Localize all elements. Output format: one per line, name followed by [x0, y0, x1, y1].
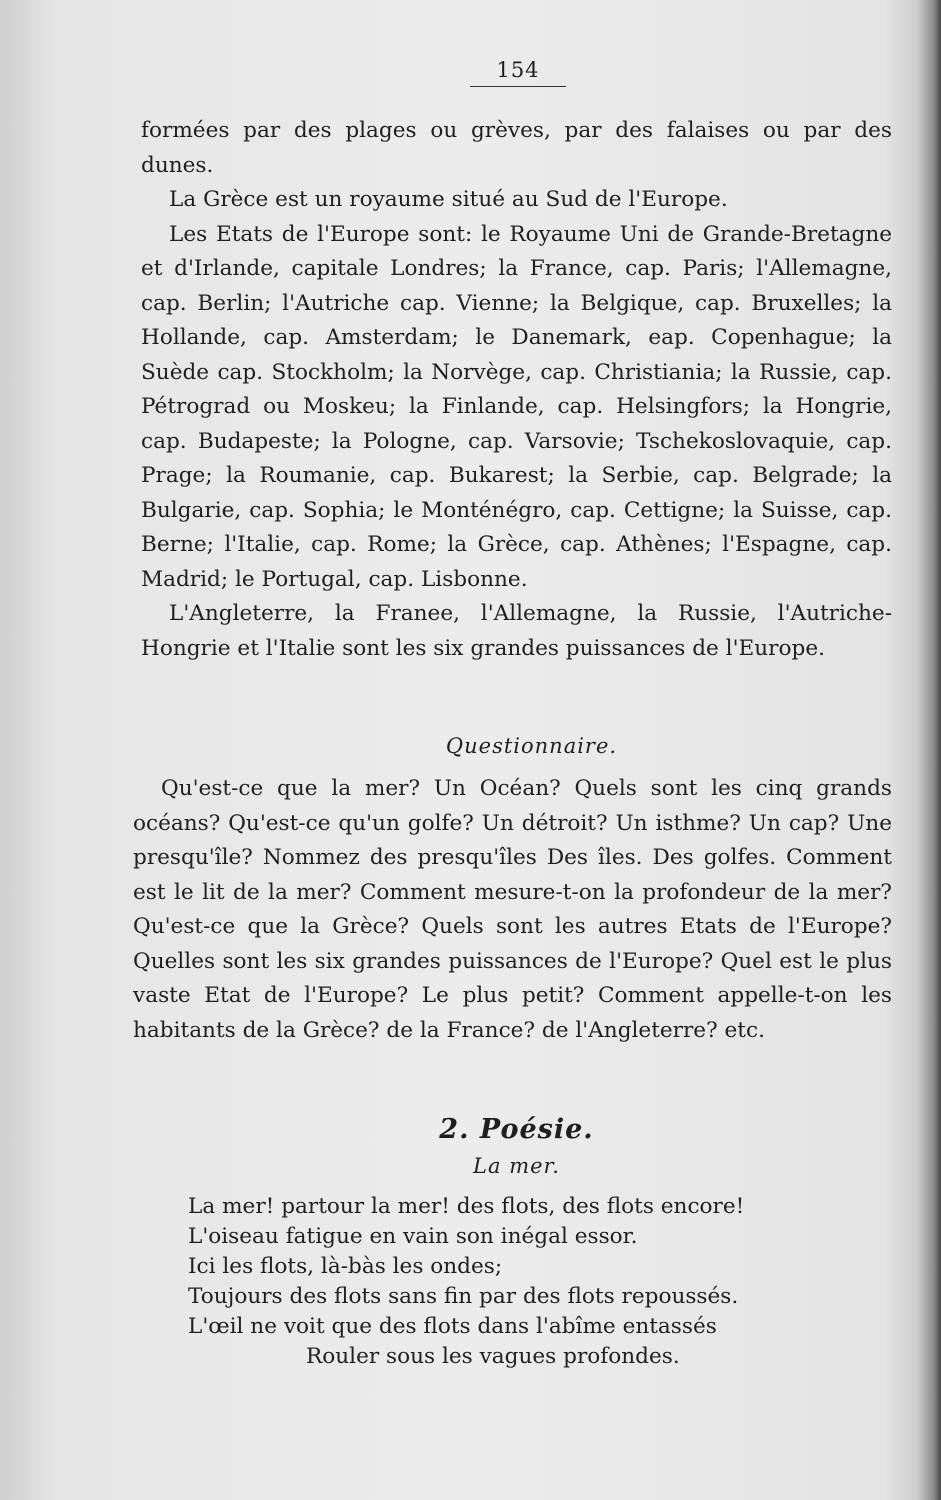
- poem-line: Toujours des flots sans fin par des flots repoussés.: [188, 1284, 739, 1309]
- body-text: [141, 114, 892, 666]
- poem-line: Rouler sous les vagues profondes.: [306, 1344, 680, 1369]
- paragraph-states-of-europe: Les Etats de l'Europe sont: le Royaume Uni de Grande-Bretagne et d'Irlande, capitale Londres; la France, cap. Paris; l'Allemagne, cap. Berlin; l'Autriche cap. Vienne; la Belgique, cap. Bruxelles; la Hollande, cap. Amsterdam; le Danemark, eap. Copenhague; la Suède cap. Stockholm; la Norvège, cap. Christiania; la Russie, cap. Pétrograd ou Moskeu; la Finlande, cap. Helsingfors; la Hongrie, cap. Budapeste; la Pologne, cap. Varsovie; Tschekoslovaquie, cap. Prage; la Roumanie, cap. Bukarest; la Serbie, cap. Belgrade; la Bulgarie, cap. Sophia; le Monténégro, cap. Cettigne; la Suisse, cap. Berne; l'Italie, cap. Rome; la Grèce, cap. Athènes; l'Espagne, cap. Madrid; le Portugal, cap. Lisbonne.: [141, 221, 892, 592]
- page-gutter-shadow: [917, 0, 941, 1500]
- poem-line: Ici les flots, là-bàs les ondes;: [188, 1254, 503, 1279]
- page-number: 154: [470, 58, 566, 87]
- questionnaire-heading: Questionnaire.: [445, 734, 618, 758]
- poem-title: La mer.: [473, 1154, 560, 1178]
- poem-line: La mer! partour la mer! des flots, des flots encore!: [188, 1194, 745, 1219]
- paragraph-continuation: formées par des plages ou grèves, par des falaises ou par des dunes.: [141, 118, 892, 178]
- poem-line: L'œil ne voit que des flots dans l'abîme entassés: [188, 1314, 717, 1339]
- poem: [188, 1192, 900, 1372]
- paragraph-greece: La Grèce est un royaume situé au Sud de l'Europe.: [169, 187, 728, 212]
- questionnaire-text: Qu'est-ce que la mer? Un Océan? Quels sont les cinq grands océans? Qu'est-ce qu'un golfe? Un détroit? Un isthme? Un cap? Une presqu'île? Nommez des presqu'îles Des îles. Des golfes. Comment est le lit de la mer? Comment mesure-t-on la profondeur de la mer? Qu'est-ce que la Grèce? Quels sont les autres Etats de l'Europe? Quelles sont les six grandes puissances de l'Europe? Quel est le plus vaste Etat de l'Europe? Le plus petit? Comment appelle-t-on les habitants de la Grèce? de la France? de l'Angleterre? etc.: [133, 776, 892, 1043]
- paragraph-great-powers: L'Angleterre, la Franee, l'Allemagne, la Russie, l'Autriche-Hongrie et l'Italie sont les six grandes puissances de l'Europe.: [141, 601, 892, 661]
- questionnaire-body: [133, 772, 892, 1048]
- section-title: 2. Poésie.: [439, 1114, 594, 1145]
- poem-line: L'oiseau fatigue en vain son inégal essor.: [188, 1224, 638, 1249]
